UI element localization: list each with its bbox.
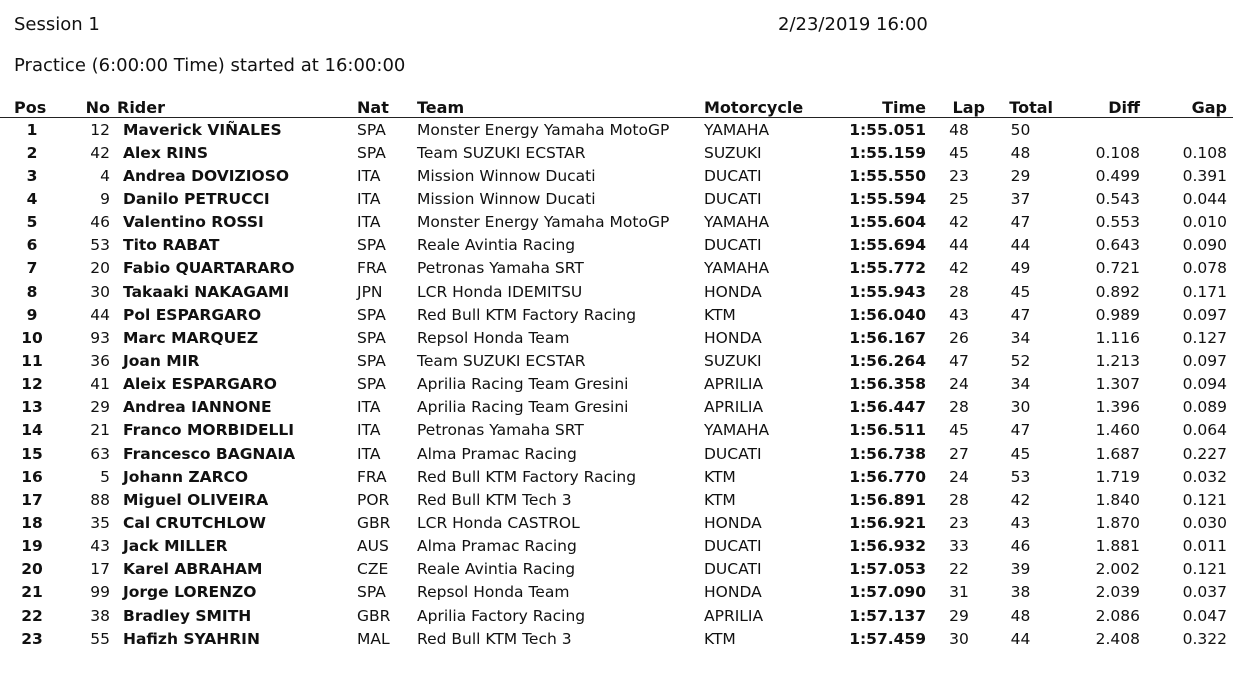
rider-number: 36	[90, 351, 110, 370]
rider-motorcycle: HONDA	[704, 513, 762, 532]
diff-to-leader: 2.408	[1095, 629, 1140, 648]
table-row	[0, 118, 1233, 142]
best-lap-time: 1:56.264	[849, 351, 926, 370]
diff-to-leader: 1.881	[1095, 537, 1140, 556]
rider-number: 46	[90, 213, 110, 232]
rider-motorcycle: APRILIA	[704, 398, 764, 417]
gap-to-previous: 0.030	[1182, 513, 1227, 532]
col-header-nat: Nat	[357, 95, 417, 118]
gap-to-previous: 0.171	[1182, 282, 1227, 301]
table-row	[0, 558, 1233, 581]
rider-nationality: AUS	[357, 537, 389, 556]
rider-number: 42	[90, 143, 110, 162]
gap-to-previous: 0.094	[1182, 375, 1227, 394]
session-title: Session 1	[14, 14, 100, 35]
best-lap-time: 1:55.594	[849, 189, 926, 208]
results-body	[0, 118, 1233, 651]
rider-name: Bradley SMITH	[123, 606, 252, 625]
rider-nationality: FRA	[357, 259, 387, 278]
col-header-no: No	[64, 95, 114, 118]
best-lap-number: 24	[949, 467, 969, 486]
rider-team: Alma Pramac Racing	[417, 444, 577, 463]
diff-to-leader: 1.396	[1095, 398, 1140, 417]
best-lap-time: 1:55.943	[849, 282, 926, 301]
practice-description: Practice (6:00:00 Time) started at 16:00:00	[14, 55, 406, 76]
table-row	[0, 419, 1233, 442]
table-row	[0, 349, 1233, 372]
table-row	[0, 326, 1233, 349]
best-lap-number: 47	[949, 351, 969, 370]
col-header-motorcycle: Motorcycle	[704, 95, 817, 118]
best-lap-time: 1:56.738	[849, 444, 926, 463]
best-lap-number: 42	[949, 213, 969, 232]
table-row	[0, 164, 1233, 187]
rider-position: 22	[21, 606, 43, 625]
col-header-diff: Diff	[1056, 95, 1143, 118]
best-lap-time: 1:57.459	[849, 629, 926, 648]
table-row	[0, 373, 1233, 396]
rider-motorcycle: KTM	[704, 629, 736, 648]
total-laps: 44	[1010, 629, 1031, 648]
session-date-time: 2/23/2019 16:00	[778, 14, 928, 35]
rider-motorcycle: DUCATI	[704, 444, 762, 463]
diff-to-leader: 1.719	[1095, 467, 1140, 486]
rider-number: 35	[90, 513, 110, 532]
rider-position: 8	[26, 282, 38, 301]
best-lap-number: 48	[949, 120, 969, 139]
rider-name: Jorge LORENZO	[123, 583, 257, 602]
rider-team: Team SUZUKI ECSTAR	[417, 351, 586, 370]
total-laps: 45	[1010, 444, 1031, 463]
total-laps: 38	[1010, 583, 1031, 602]
best-lap-number: 25	[949, 189, 969, 208]
gap-to-previous: 0.010	[1182, 213, 1227, 232]
rider-team: Repsol Honda Team	[417, 583, 570, 602]
total-laps: 42	[1010, 490, 1031, 509]
diff-to-leader	[1056, 118, 1143, 142]
best-lap-time: 1:55.159	[849, 143, 926, 162]
rider-name: Jack MILLER	[123, 537, 228, 556]
rider-number: 20	[90, 259, 110, 278]
gap-to-previous: 0.121	[1182, 560, 1227, 579]
gap-to-previous: 0.032	[1182, 467, 1227, 486]
diff-to-leader: 0.553	[1095, 213, 1140, 232]
rider-name: Takaaki NAKAGAMI	[123, 282, 290, 301]
rider-nationality: FRA	[357, 467, 387, 486]
diff-to-leader: 0.892	[1095, 282, 1140, 301]
best-lap-number: 43	[949, 305, 969, 324]
rider-position: 20	[21, 560, 43, 579]
best-lap-number: 28	[949, 398, 969, 417]
rider-team: Red Bull KTM Tech 3	[417, 490, 572, 509]
rider-number: 12	[90, 120, 110, 139]
rider-team: Reale Avintia Racing	[417, 236, 576, 255]
rider-name: Maverick VIÑALES	[123, 120, 282, 139]
total-laps: 46	[1010, 537, 1031, 556]
rider-team: Red Bull KTM Tech 3	[417, 629, 572, 648]
best-lap-time: 1:55.604	[849, 213, 926, 232]
best-lap-time: 1:56.447	[849, 398, 926, 417]
rider-position: 9	[26, 305, 38, 324]
total-laps: 50	[1010, 120, 1031, 139]
total-laps: 39	[1010, 560, 1031, 579]
rider-name: Andrea DOVIZIOSO	[123, 166, 290, 185]
gap-to-previous: 0.090	[1182, 236, 1227, 255]
rider-position: 6	[26, 236, 38, 255]
rider-position: 10	[21, 328, 43, 347]
rider-nationality: SPA	[357, 583, 386, 602]
best-lap-number: 22	[949, 560, 969, 579]
col-header-pos: Pos	[0, 95, 64, 118]
rider-number: 44	[90, 305, 110, 324]
best-lap-time: 1:56.891	[849, 490, 926, 509]
gap-to-previous: 0.108	[1182, 143, 1227, 162]
gap-to-previous	[1143, 118, 1233, 142]
rider-name: Pol ESPARGARO	[123, 305, 262, 324]
diff-to-leader: 0.108	[1095, 143, 1140, 162]
results-header-row	[0, 95, 1233, 118]
gap-to-previous: 0.047	[1182, 606, 1227, 625]
rider-motorcycle: KTM	[704, 490, 736, 509]
total-laps: 30	[1010, 398, 1031, 417]
best-lap-number: 42	[949, 259, 969, 278]
rider-name: Marc MARQUEZ	[123, 328, 259, 347]
rider-nationality: ITA	[357, 398, 381, 417]
rider-name: Franco MORBIDELLI	[123, 421, 295, 440]
rider-nationality: GBR	[357, 513, 391, 532]
col-header-time: Time	[817, 95, 930, 118]
diff-to-leader: 0.721	[1095, 259, 1140, 278]
rider-nationality: ITA	[357, 421, 381, 440]
diff-to-leader: 1.840	[1095, 490, 1140, 509]
rider-position: 5	[26, 213, 38, 232]
rider-team: Team SUZUKI ECSTAR	[417, 143, 586, 162]
best-lap-time: 1:56.770	[849, 467, 926, 486]
rider-motorcycle: SUZUKI	[704, 143, 762, 162]
total-laps: 47	[1010, 213, 1031, 232]
table-row	[0, 627, 1233, 650]
best-lap-time: 1:56.358	[849, 375, 926, 394]
best-lap-number: 33	[949, 537, 969, 556]
total-laps: 53	[1010, 467, 1031, 486]
rider-nationality: ITA	[357, 189, 381, 208]
rider-number: 9	[100, 189, 110, 208]
rider-team: Repsol Honda Team	[417, 328, 570, 347]
best-lap-time: 1:57.053	[849, 560, 926, 579]
diff-to-leader: 0.989	[1095, 305, 1140, 324]
rider-nationality: GBR	[357, 606, 391, 625]
rider-number: 29	[90, 398, 110, 417]
table-row	[0, 535, 1233, 558]
rider-name: Miguel OLIVEIRA	[123, 490, 269, 509]
best-lap-number: 30	[949, 629, 969, 648]
total-laps: 34	[1010, 375, 1031, 394]
table-row	[0, 465, 1233, 488]
rider-number: 43	[90, 537, 110, 556]
rider-name: Fabio QUARTARARO	[123, 259, 295, 278]
diff-to-leader: 1.307	[1095, 375, 1140, 394]
rider-number: 93	[90, 328, 110, 347]
total-laps: 52	[1010, 351, 1031, 370]
gap-to-previous: 0.127	[1182, 328, 1227, 347]
table-row	[0, 396, 1233, 419]
rider-name: Tito RABAT	[123, 236, 220, 255]
diff-to-leader: 0.643	[1095, 236, 1140, 255]
best-lap-number: 23	[949, 513, 969, 532]
gap-to-previous: 0.121	[1182, 490, 1227, 509]
rider-team: Monster Energy Yamaha MotoGP	[417, 213, 670, 232]
total-laps: 34	[1010, 328, 1031, 347]
best-lap-time: 1:56.921	[849, 513, 926, 532]
rider-number: 53	[90, 236, 110, 255]
rider-position: 1	[26, 120, 38, 139]
rider-motorcycle: APRILIA	[704, 606, 764, 625]
gap-to-previous: 0.037	[1182, 583, 1227, 602]
table-row	[0, 211, 1233, 234]
rider-name: Cal CRUTCHLOW	[123, 513, 266, 532]
rider-nationality: ITA	[357, 444, 381, 463]
rider-team: Aprilia Racing Team Gresini	[417, 398, 629, 417]
rider-position: 3	[26, 166, 38, 185]
rider-nationality: ITA	[357, 166, 381, 185]
total-laps: 49	[1010, 259, 1031, 278]
best-lap-time: 1:56.932	[849, 537, 926, 556]
total-laps: 43	[1010, 513, 1031, 532]
rider-motorcycle: APRILIA	[704, 375, 764, 394]
gap-to-previous: 0.089	[1182, 398, 1227, 417]
rider-name: Alex RINS	[123, 143, 209, 162]
best-lap-time: 1:55.051	[849, 120, 926, 139]
col-header-rider: Rider	[114, 95, 357, 118]
table-row	[0, 488, 1233, 511]
rider-team: LCR Honda IDEMITSU	[417, 282, 583, 301]
gap-to-previous: 0.044	[1182, 189, 1227, 208]
diff-to-leader: 2.086	[1095, 606, 1140, 625]
col-header-total: Total	[988, 95, 1056, 118]
diff-to-leader: 2.002	[1095, 560, 1140, 579]
total-laps: 48	[1010, 143, 1031, 162]
rider-nationality: JPN	[357, 282, 383, 301]
diff-to-leader: 0.499	[1095, 166, 1140, 185]
rider-position: 7	[26, 259, 38, 278]
rider-motorcycle: YAMAHA	[704, 421, 770, 440]
best-lap-number: 23	[949, 166, 969, 185]
rider-position: 17	[21, 490, 43, 509]
rider-name: Johann ZARCO	[123, 467, 249, 486]
rider-team: Petronas Yamaha SRT	[417, 259, 584, 278]
rider-team: Red Bull KTM Factory Racing	[417, 305, 637, 324]
rider-nationality: SPA	[357, 120, 386, 139]
best-lap-number: 45	[949, 143, 969, 162]
rider-number: 41	[90, 375, 110, 394]
table-row	[0, 511, 1233, 534]
rider-nationality: MAL	[357, 629, 390, 648]
rider-position: 12	[21, 375, 43, 394]
total-laps: 47	[1010, 421, 1031, 440]
rider-number: 55	[90, 629, 110, 648]
rider-nationality: CZE	[357, 560, 389, 579]
table-row	[0, 604, 1233, 627]
rider-nationality: SPA	[357, 305, 386, 324]
rider-position: 11	[21, 351, 43, 370]
best-lap-number: 28	[949, 282, 969, 301]
rider-motorcycle: KTM	[704, 467, 736, 486]
rider-name: Andrea IANNONE	[123, 398, 272, 417]
best-lap-number: 45	[949, 421, 969, 440]
rider-nationality: SPA	[357, 236, 386, 255]
gap-to-previous: 0.064	[1182, 421, 1227, 440]
diff-to-leader: 1.460	[1095, 421, 1140, 440]
best-lap-time: 1:55.772	[849, 259, 926, 278]
rider-nationality: SPA	[357, 375, 386, 394]
rider-number: 38	[90, 606, 110, 625]
rider-motorcycle: HONDA	[704, 282, 762, 301]
rider-team: Mission Winnow Ducati	[417, 189, 596, 208]
diff-to-leader: 2.039	[1095, 583, 1140, 602]
rider-team: Alma Pramac Racing	[417, 537, 577, 556]
best-lap-number: 27	[949, 444, 969, 463]
total-laps: 29	[1010, 166, 1031, 185]
rider-team: Mission Winnow Ducati	[417, 166, 596, 185]
rider-nationality: SPA	[357, 143, 386, 162]
rider-nationality: SPA	[357, 351, 386, 370]
rider-team: Reale Avintia Racing	[417, 560, 576, 579]
rider-number: 21	[90, 421, 110, 440]
diff-to-leader: 1.116	[1095, 328, 1140, 347]
gap-to-previous: 0.227	[1182, 444, 1227, 463]
rider-team: Red Bull KTM Factory Racing	[417, 467, 637, 486]
rider-name: Hafizh SYAHRIN	[123, 629, 260, 648]
gap-to-previous: 0.391	[1182, 166, 1227, 185]
gap-to-previous: 0.011	[1182, 537, 1227, 556]
rider-motorcycle: DUCATI	[704, 166, 762, 185]
rider-number: 99	[90, 583, 110, 602]
results-table	[0, 95, 1233, 650]
rider-position: 13	[21, 398, 43, 417]
best-lap-time: 1:57.137	[849, 606, 926, 625]
rider-position: 19	[21, 537, 43, 556]
gap-to-previous: 0.078	[1182, 259, 1227, 278]
best-lap-number: 31	[949, 583, 969, 602]
rider-number: 4	[100, 166, 110, 185]
rider-team: Petronas Yamaha SRT	[417, 421, 584, 440]
rider-name: Karel ABRAHAM	[123, 560, 263, 579]
total-laps: 47	[1010, 305, 1031, 324]
table-row	[0, 257, 1233, 280]
rider-team: Monster Energy Yamaha MotoGP	[417, 120, 670, 139]
table-row	[0, 581, 1233, 604]
rider-name: Aleix ESPARGARO	[123, 375, 277, 394]
rider-position: 14	[21, 421, 43, 440]
col-header-team: Team	[417, 95, 704, 118]
col-header-gap: Gap	[1143, 95, 1233, 118]
rider-number: 88	[90, 490, 110, 509]
table-row	[0, 234, 1233, 257]
rider-position: 4	[26, 189, 38, 208]
total-laps: 37	[1010, 189, 1031, 208]
rider-position: 2	[26, 143, 38, 162]
best-lap-number: 28	[949, 490, 969, 509]
rider-position: 16	[21, 467, 43, 486]
rider-motorcycle: DUCATI	[704, 537, 762, 556]
diff-to-leader: 1.870	[1095, 513, 1140, 532]
rider-motorcycle: YAMAHA	[704, 120, 770, 139]
rider-position: 21	[21, 583, 43, 602]
table-row	[0, 442, 1233, 465]
best-lap-number: 44	[949, 236, 969, 255]
rider-name: Joan MIR	[123, 351, 200, 370]
table-row	[0, 280, 1233, 303]
rider-team: Aprilia Factory Racing	[417, 606, 586, 625]
table-row	[0, 141, 1233, 164]
rider-motorcycle: DUCATI	[704, 560, 762, 579]
rider-team: Aprilia Racing Team Gresini	[417, 375, 629, 394]
table-row	[0, 187, 1233, 210]
best-lap-number: 26	[949, 328, 969, 347]
best-lap-time: 1:55.694	[849, 236, 926, 255]
best-lap-time: 1:56.167	[849, 328, 926, 347]
rider-motorcycle: KTM	[704, 305, 736, 324]
gap-to-previous: 0.322	[1182, 629, 1227, 648]
diff-to-leader: 1.687	[1095, 444, 1140, 463]
best-lap-time: 1:56.040	[849, 305, 926, 324]
rider-motorcycle: YAMAHA	[704, 259, 770, 278]
rider-nationality: SPA	[357, 328, 386, 347]
rider-motorcycle: DUCATI	[704, 189, 762, 208]
rider-motorcycle: HONDA	[704, 328, 762, 347]
rider-name: Francesco BAGNAIA	[123, 444, 296, 463]
diff-to-leader: 0.543	[1095, 189, 1140, 208]
rider-number: 63	[90, 444, 110, 463]
rider-nationality: ITA	[357, 213, 381, 232]
gap-to-previous: 0.097	[1182, 305, 1227, 324]
best-lap-time: 1:57.090	[849, 583, 926, 602]
rider-number: 5	[100, 467, 110, 486]
rider-team: LCR Honda CASTROL	[417, 513, 580, 532]
rider-position: 18	[21, 513, 43, 532]
best-lap-number: 29	[949, 606, 969, 625]
col-header-lap: Lap	[930, 95, 988, 118]
rider-position: 23	[21, 629, 43, 648]
rider-position: 15	[21, 444, 43, 463]
total-laps: 45	[1010, 282, 1031, 301]
rider-motorcycle: DUCATI	[704, 236, 762, 255]
best-lap-time: 1:56.511	[849, 421, 926, 440]
rider-number: 30	[90, 282, 110, 301]
diff-to-leader: 1.213	[1095, 351, 1140, 370]
rider-motorcycle: YAMAHA	[704, 213, 770, 232]
rider-motorcycle: HONDA	[704, 583, 762, 602]
table-row	[0, 303, 1233, 326]
rider-number: 17	[90, 560, 110, 579]
total-laps: 48	[1010, 606, 1031, 625]
total-laps: 44	[1010, 236, 1031, 255]
rider-nationality: POR	[357, 490, 390, 509]
best-lap-number: 24	[949, 375, 969, 394]
best-lap-time: 1:55.550	[849, 166, 926, 185]
rider-motorcycle: SUZUKI	[704, 351, 762, 370]
gap-to-previous: 0.097	[1182, 351, 1227, 370]
rider-name: Danilo PETRUCCI	[123, 189, 270, 208]
rider-name: Valentino ROSSI	[123, 213, 264, 232]
